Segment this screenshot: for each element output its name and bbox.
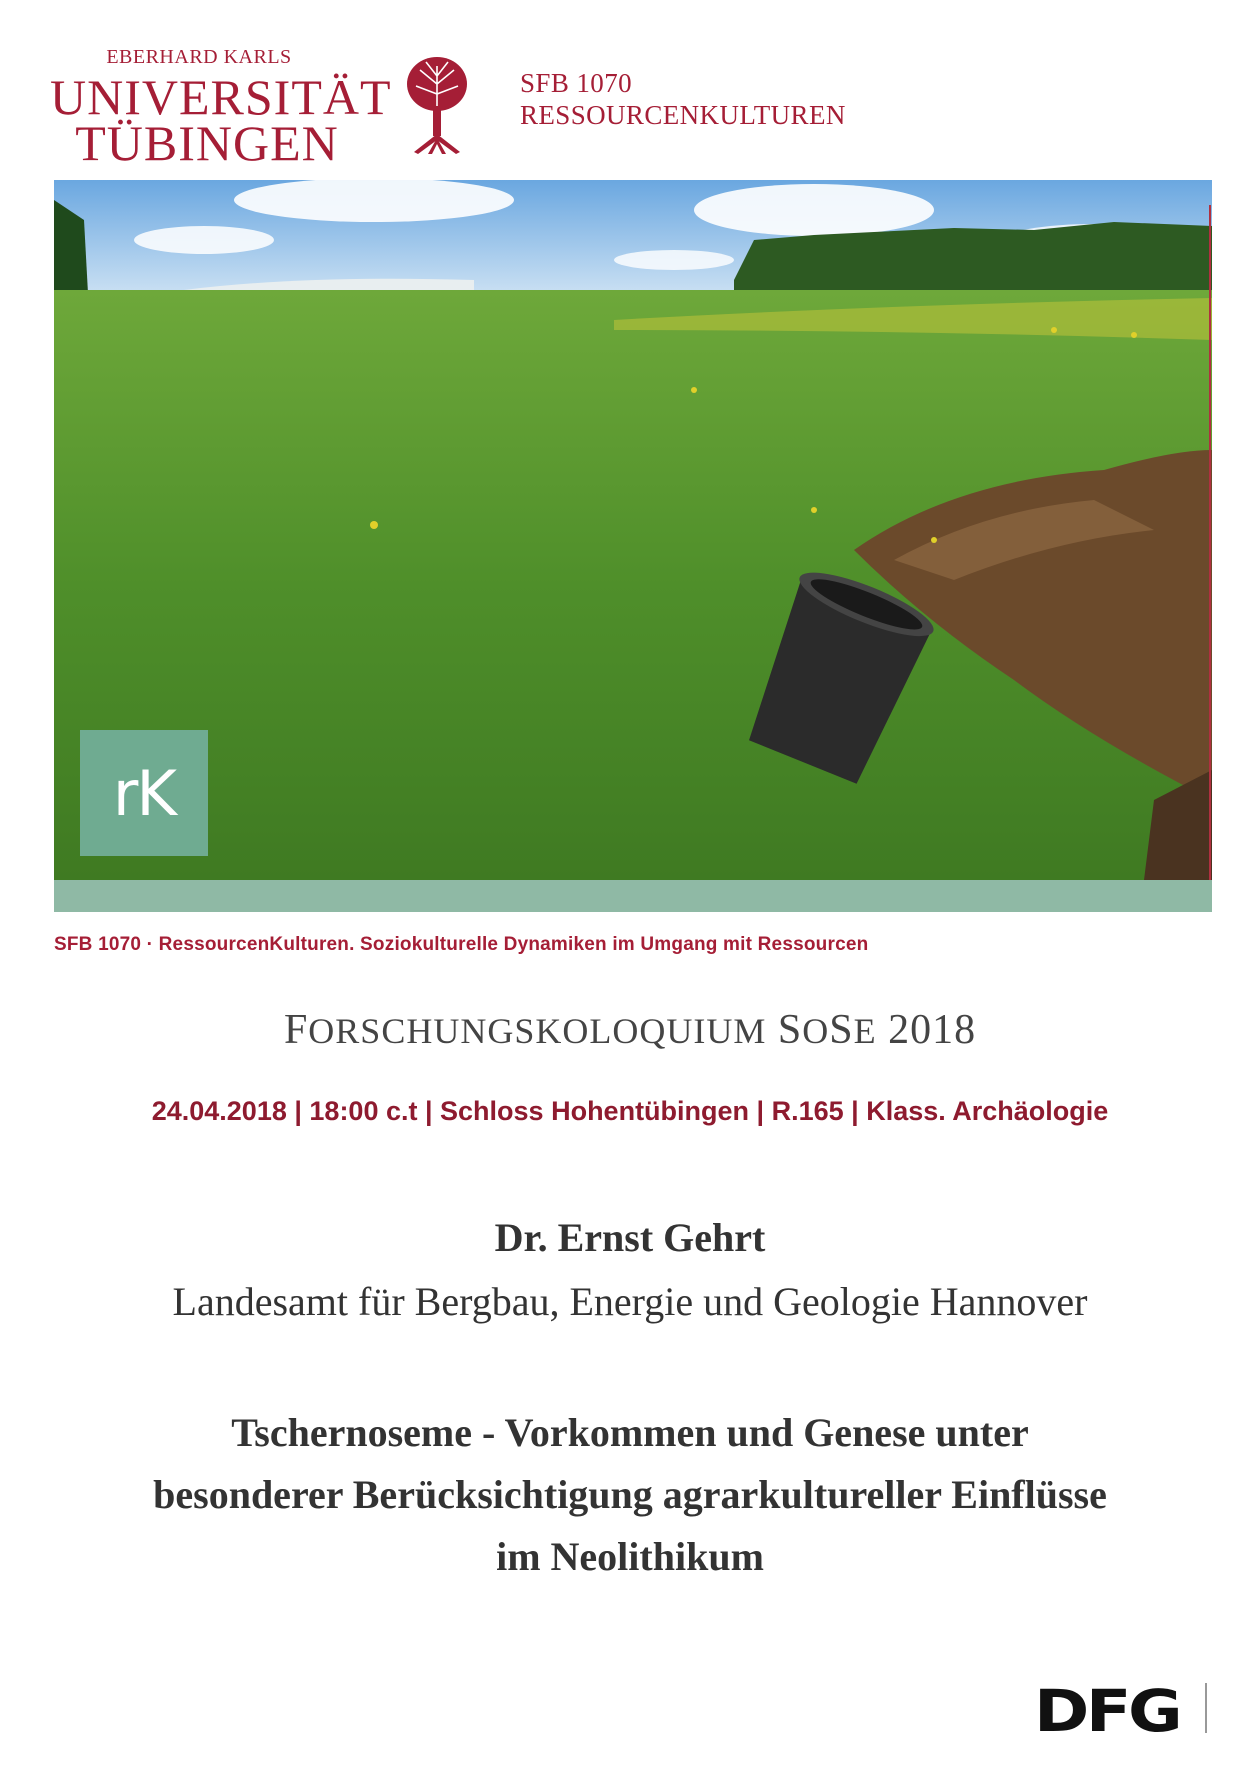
sfb-number: SFB 1070	[520, 68, 632, 98]
tree-icon	[404, 54, 470, 156]
talk-title	[0, 1402, 1260, 1588]
photo-bottom-bar	[54, 880, 1212, 912]
colloquium-initial-f: F	[283, 1007, 309, 1053]
sfb-name: RESSOURCENKULTUREN	[520, 100, 846, 130]
dfg-divider	[1205, 1683, 1207, 1733]
rk-logo-badge: rK	[80, 730, 208, 856]
talk-title-line2: besonderer Berücksichtigung agrarkultureller Einflüsse	[153, 1472, 1107, 1517]
talk-title-line3: im Neolithikum	[496, 1534, 764, 1579]
sfb-subtitle: SFB 1070 · RessourcenKulturen. Soziokulturelle Dynamiken im Umgang mit Ressourcen	[54, 934, 869, 955]
colloquium-heading	[0, 1006, 1260, 1054]
colloquium-e: E	[853, 1011, 877, 1051]
talk-title-line1: Tschernoseme - Vorkommen und Genese unter	[231, 1410, 1029, 1455]
colloquium-year: 2018	[888, 1007, 977, 1053]
colloquium-initial-s: S	[777, 1007, 803, 1053]
university-name-small: EBERHARD KARLS	[106, 46, 292, 68]
university-name-line1: UNIVERSITÄT	[50, 69, 392, 125]
dfg-logo: DFG	[1034, 1677, 1180, 1745]
colloquium-o: O	[802, 1011, 830, 1051]
speaker-affiliation: Landesamt für Bergbau, Energie und Geologie Hannover	[172, 1279, 1088, 1324]
colloquium-initial-s2: S	[829, 1007, 854, 1053]
colloquium-word: ORSCHUNGSKOLOQUIUM	[308, 1011, 767, 1051]
university-name-line2: TÜBINGEN	[75, 115, 339, 171]
photo-edge-line	[1209, 205, 1211, 905]
speaker-name: Dr. Ernst Gehrt	[494, 1215, 766, 1260]
field-photo	[54, 180, 1212, 880]
event-details: 24.04.2018 | 18:00 c.t | Schloss Hohentübingen | R.165 | Klass. Archäologie	[151, 1096, 1109, 1126]
